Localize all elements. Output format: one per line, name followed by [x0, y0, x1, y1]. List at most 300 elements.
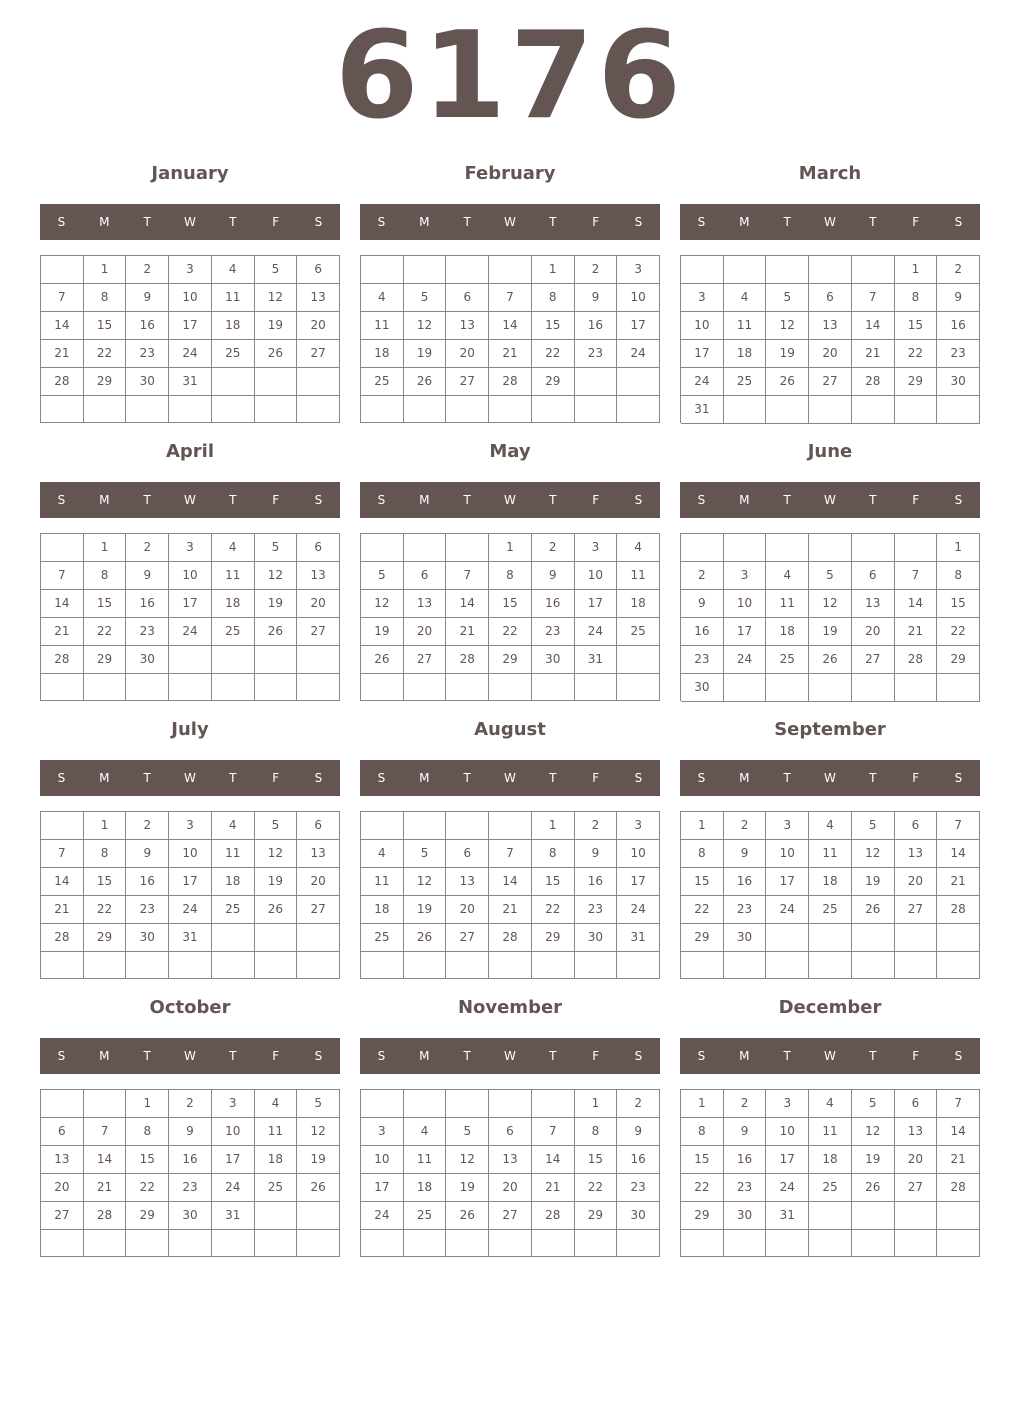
day-cell: 16: [126, 868, 169, 896]
month-title: January: [151, 163, 229, 184]
day-cell: 6: [297, 812, 340, 840]
weekday-label: T: [463, 1049, 471, 1063]
empty-day-cell: [446, 534, 489, 562]
empty-day-cell: [937, 1230, 980, 1257]
weekday-header: [360, 1038, 660, 1074]
weekday-label: W: [824, 493, 836, 507]
day-cell: 25: [212, 340, 255, 368]
day-cell: 15: [681, 1146, 724, 1174]
day-cell: 5: [852, 1090, 895, 1118]
day-cell: 8: [681, 1118, 724, 1146]
empty-day-cell: [489, 256, 532, 284]
day-cell: 3: [766, 1090, 809, 1118]
weekday-header: [360, 482, 660, 518]
weekday-label: W: [824, 1049, 836, 1063]
day-cell: 24: [361, 1202, 404, 1230]
weekday-label: W: [824, 771, 836, 785]
day-cell: 5: [297, 1090, 340, 1118]
weekday-header: [680, 204, 980, 240]
weekday-label: T: [783, 493, 791, 507]
day-cell: 12: [404, 312, 447, 340]
day-cell: 29: [895, 368, 938, 396]
empty-day-cell: [361, 952, 404, 979]
empty-day-cell: [41, 674, 84, 701]
day-cell: 15: [532, 312, 575, 340]
day-cell: 2: [169, 1090, 212, 1118]
weekday-label: M: [419, 493, 430, 507]
empty-day-cell: [681, 1230, 724, 1257]
weekday-label: F: [272, 493, 280, 507]
day-cell: 15: [937, 590, 980, 618]
day-cell: 27: [446, 924, 489, 952]
day-cell: 16: [169, 1146, 212, 1174]
weekday-label: W: [504, 1049, 516, 1063]
day-cell: 17: [766, 868, 809, 896]
day-cell: 8: [895, 284, 938, 312]
day-cell: 26: [255, 618, 298, 646]
day-cell: 28: [937, 1174, 980, 1202]
empty-day-cell: [212, 924, 255, 952]
day-cell: 27: [489, 1202, 532, 1230]
day-cell: 12: [766, 312, 809, 340]
day-cell: 7: [84, 1118, 127, 1146]
weekday-label: F: [272, 771, 280, 785]
day-cell: 9: [724, 840, 767, 868]
day-cell: 8: [532, 284, 575, 312]
weekday-header: [40, 1038, 340, 1074]
day-cell: 30: [681, 674, 724, 702]
empty-day-cell: [41, 396, 84, 423]
day-grid: [680, 533, 980, 701]
day-cell: 29: [126, 1202, 169, 1230]
empty-day-cell: [895, 674, 938, 702]
empty-day-cell: [41, 534, 84, 562]
day-cell: 16: [532, 590, 575, 618]
weekday-label: S: [697, 215, 706, 229]
day-cell: 11: [766, 590, 809, 618]
empty-day-cell: [489, 396, 532, 423]
day-cell: 28: [852, 368, 895, 396]
day-cell: 16: [617, 1146, 660, 1174]
day-cell: 18: [361, 340, 404, 368]
weekday-label: T: [869, 215, 877, 229]
day-cell: 11: [809, 1118, 852, 1146]
day-cell: 3: [169, 534, 212, 562]
empty-day-cell: [852, 924, 895, 952]
day-cell: 8: [489, 562, 532, 590]
day-cell: 1: [681, 1090, 724, 1118]
empty-day-cell: [766, 1230, 809, 1257]
day-cell: 30: [724, 924, 767, 952]
weekday-label: S: [697, 771, 706, 785]
day-cell: 1: [126, 1090, 169, 1118]
month-title: April: [165, 441, 215, 462]
day-cell: 9: [937, 284, 980, 312]
day-cell: 21: [532, 1174, 575, 1202]
day-cell: 24: [169, 340, 212, 368]
day-cell: 21: [41, 340, 84, 368]
day-cell: 1: [937, 534, 980, 562]
day-cell: 10: [766, 840, 809, 868]
day-cell: 28: [937, 896, 980, 924]
day-cell: 18: [404, 1174, 447, 1202]
day-cell: 2: [575, 256, 618, 284]
empty-day-cell: [404, 674, 447, 701]
weekday-label: T: [783, 215, 791, 229]
day-cell: 31: [212, 1202, 255, 1230]
day-cell: 24: [766, 1174, 809, 1202]
empty-day-cell: [766, 396, 809, 424]
day-cell: 23: [937, 340, 980, 368]
day-cell: 31: [169, 368, 212, 396]
day-cell: 9: [126, 284, 169, 312]
day-cell: 14: [41, 312, 84, 340]
day-cell: 14: [446, 590, 489, 618]
day-cell: 18: [255, 1146, 298, 1174]
empty-day-cell: [766, 924, 809, 952]
weekday-label: F: [272, 1049, 280, 1063]
empty-day-cell: [169, 952, 212, 979]
day-cell: 13: [404, 590, 447, 618]
day-cell: 11: [255, 1118, 298, 1146]
day-cell: 17: [575, 590, 618, 618]
empty-day-cell: [212, 1230, 255, 1257]
empty-day-cell: [297, 924, 340, 952]
day-cell: 7: [937, 1090, 980, 1118]
empty-day-cell: [446, 256, 489, 284]
day-cell: 13: [852, 590, 895, 618]
day-cell: 4: [361, 284, 404, 312]
day-cell: 29: [575, 1202, 618, 1230]
empty-day-cell: [809, 256, 852, 284]
day-cell: 16: [724, 1146, 767, 1174]
day-cell: 16: [575, 312, 618, 340]
day-cell: 25: [724, 368, 767, 396]
weekday-label: T: [549, 493, 557, 507]
day-cell: 10: [681, 312, 724, 340]
empty-day-cell: [895, 1230, 938, 1257]
weekday-label: S: [57, 771, 66, 785]
empty-day-cell: [361, 674, 404, 701]
day-cell: 30: [169, 1202, 212, 1230]
day-cell: 23: [724, 1174, 767, 1202]
weekday-label: T: [869, 771, 877, 785]
empty-day-cell: [532, 1230, 575, 1257]
day-cell: 9: [532, 562, 575, 590]
day-grid: [360, 811, 660, 979]
empty-day-cell: [297, 368, 340, 396]
day-cell: 30: [126, 924, 169, 952]
empty-day-cell: [446, 396, 489, 423]
weekday-label: T: [463, 493, 471, 507]
weekday-label: S: [634, 1049, 643, 1063]
day-grid: [40, 255, 340, 423]
day-cell: 23: [126, 618, 169, 646]
day-cell: 3: [169, 812, 212, 840]
weekday-label: T: [229, 1049, 237, 1063]
day-cell: 3: [212, 1090, 255, 1118]
weekday-label: W: [504, 771, 516, 785]
day-cell: 10: [169, 562, 212, 590]
day-cell: 28: [41, 368, 84, 396]
day-cell: 9: [724, 1118, 767, 1146]
empty-day-cell: [212, 396, 255, 423]
empty-day-cell: [937, 924, 980, 952]
empty-day-cell: [84, 1090, 127, 1118]
empty-day-cell: [404, 534, 447, 562]
day-cell: 10: [169, 284, 212, 312]
weekday-label: S: [377, 215, 386, 229]
day-cell: 13: [895, 840, 938, 868]
weekday-label: W: [184, 1049, 196, 1063]
day-cell: 20: [297, 312, 340, 340]
weekday-header: [40, 482, 340, 518]
empty-day-cell: [617, 396, 660, 423]
empty-day-cell: [255, 674, 298, 701]
empty-day-cell: [489, 812, 532, 840]
weekday-label: F: [272, 215, 280, 229]
day-cell: 29: [489, 646, 532, 674]
day-cell: 30: [126, 368, 169, 396]
day-cell: 6: [852, 562, 895, 590]
day-cell: 22: [84, 618, 127, 646]
empty-day-cell: [404, 952, 447, 979]
day-cell: 26: [404, 368, 447, 396]
day-cell: 21: [489, 896, 532, 924]
day-cell: 18: [617, 590, 660, 618]
day-cell: 1: [575, 1090, 618, 1118]
empty-day-cell: [169, 396, 212, 423]
day-cell: 27: [809, 368, 852, 396]
empty-day-cell: [724, 952, 767, 979]
day-cell: 21: [446, 618, 489, 646]
day-cell: 7: [852, 284, 895, 312]
empty-day-cell: [489, 674, 532, 701]
empty-day-cell: [255, 1230, 298, 1257]
weekday-label: W: [824, 215, 836, 229]
day-cell: 22: [895, 340, 938, 368]
empty-day-cell: [937, 396, 980, 424]
day-cell: 10: [724, 590, 767, 618]
empty-day-cell: [809, 674, 852, 702]
empty-day-cell: [361, 812, 404, 840]
day-cell: 22: [532, 896, 575, 924]
weekday-label: S: [954, 771, 963, 785]
day-cell: 21: [937, 868, 980, 896]
day-cell: 20: [404, 618, 447, 646]
day-cell: 24: [575, 618, 618, 646]
day-cell: 15: [84, 868, 127, 896]
weekday-label: W: [504, 493, 516, 507]
day-cell: 14: [937, 1118, 980, 1146]
day-cell: 22: [126, 1174, 169, 1202]
day-cell: 27: [895, 896, 938, 924]
empty-day-cell: [681, 534, 724, 562]
day-cell: 19: [446, 1174, 489, 1202]
empty-day-cell: [41, 1090, 84, 1118]
weekday-label: M: [739, 771, 750, 785]
empty-day-cell: [84, 674, 127, 701]
day-cell: 25: [361, 368, 404, 396]
empty-day-cell: [255, 952, 298, 979]
day-cell: 2: [575, 812, 618, 840]
day-cell: 17: [681, 340, 724, 368]
day-cell: 31: [617, 924, 660, 952]
day-cell: 21: [852, 340, 895, 368]
empty-day-cell: [489, 1230, 532, 1257]
day-cell: 1: [532, 256, 575, 284]
day-cell: 1: [532, 812, 575, 840]
day-cell: 18: [809, 1146, 852, 1174]
weekday-label: S: [954, 493, 963, 507]
day-cell: 9: [681, 590, 724, 618]
day-cell: 22: [575, 1174, 618, 1202]
day-cell: 15: [489, 590, 532, 618]
weekday-label: T: [869, 493, 877, 507]
month-title: December: [778, 997, 882, 1018]
day-cell: 26: [852, 1174, 895, 1202]
day-cell: 30: [617, 1202, 660, 1230]
empty-day-cell: [255, 1202, 298, 1230]
day-cell: 25: [809, 1174, 852, 1202]
empty-day-cell: [404, 1090, 447, 1118]
day-cell: 12: [809, 590, 852, 618]
day-grid: [40, 533, 340, 701]
empty-day-cell: [766, 256, 809, 284]
day-cell: 28: [489, 924, 532, 952]
empty-day-cell: [169, 646, 212, 674]
day-cell: 5: [255, 256, 298, 284]
day-cell: 12: [255, 840, 298, 868]
empty-day-cell: [532, 674, 575, 701]
day-cell: 10: [617, 284, 660, 312]
empty-day-cell: [404, 396, 447, 423]
day-cell: 7: [41, 284, 84, 312]
day-cell: 15: [126, 1146, 169, 1174]
weekday-label: M: [739, 1049, 750, 1063]
weekday-label: W: [504, 215, 516, 229]
day-cell: 8: [575, 1118, 618, 1146]
empty-day-cell: [724, 534, 767, 562]
weekday-label: S: [697, 1049, 706, 1063]
day-cell: 18: [361, 896, 404, 924]
empty-day-cell: [446, 1230, 489, 1257]
day-cell: 27: [895, 1174, 938, 1202]
day-cell: 19: [404, 896, 447, 924]
day-cell: 7: [895, 562, 938, 590]
day-cell: 16: [724, 868, 767, 896]
empty-day-cell: [809, 396, 852, 424]
empty-day-cell: [169, 1230, 212, 1257]
day-cell: 9: [617, 1118, 660, 1146]
day-grid: [360, 1089, 660, 1257]
day-cell: 19: [255, 868, 298, 896]
weekday-label: S: [57, 215, 66, 229]
day-cell: 18: [766, 618, 809, 646]
day-cell: 22: [937, 618, 980, 646]
weekday-header: [40, 760, 340, 796]
day-cell: 3: [169, 256, 212, 284]
month-title: June: [807, 441, 853, 462]
day-cell: 5: [766, 284, 809, 312]
day-cell: 25: [212, 618, 255, 646]
day-cell: 31: [575, 646, 618, 674]
day-cell: 30: [575, 924, 618, 952]
empty-day-cell: [255, 368, 298, 396]
day-cell: 21: [84, 1174, 127, 1202]
weekday-label: W: [184, 493, 196, 507]
weekday-label: T: [143, 771, 151, 785]
weekday-label: S: [314, 215, 323, 229]
day-cell: 15: [895, 312, 938, 340]
day-cell: 7: [489, 840, 532, 868]
day-cell: 12: [404, 868, 447, 896]
day-cell: 31: [681, 396, 724, 424]
day-cell: 17: [361, 1174, 404, 1202]
day-cell: 31: [766, 1202, 809, 1230]
empty-day-cell: [404, 256, 447, 284]
weekday-label: M: [99, 771, 110, 785]
day-cell: 27: [297, 896, 340, 924]
empty-day-cell: [809, 952, 852, 979]
empty-day-cell: [361, 396, 404, 423]
day-cell: 29: [84, 924, 127, 952]
empty-day-cell: [297, 646, 340, 674]
day-cell: 28: [532, 1202, 575, 1230]
day-cell: 2: [126, 812, 169, 840]
empty-day-cell: [937, 1202, 980, 1230]
weekday-label: M: [739, 215, 750, 229]
day-cell: 5: [361, 562, 404, 590]
day-cell: 21: [895, 618, 938, 646]
weekday-label: T: [143, 493, 151, 507]
day-cell: 15: [575, 1146, 618, 1174]
day-cell: 24: [169, 896, 212, 924]
day-cell: 22: [84, 340, 127, 368]
weekday-label: F: [912, 493, 920, 507]
day-cell: 8: [681, 840, 724, 868]
day-cell: 21: [937, 1146, 980, 1174]
day-cell: 19: [361, 618, 404, 646]
day-cell: 12: [297, 1118, 340, 1146]
weekday-label: T: [463, 215, 471, 229]
day-cell: 3: [766, 812, 809, 840]
day-cell: 22: [84, 896, 127, 924]
day-cell: 22: [681, 1174, 724, 1202]
empty-day-cell: [575, 1230, 618, 1257]
empty-day-cell: [575, 368, 618, 396]
day-cell: 23: [575, 340, 618, 368]
day-cell: 29: [681, 1202, 724, 1230]
weekday-label: F: [592, 493, 600, 507]
empty-day-cell: [809, 1230, 852, 1257]
day-cell: 3: [617, 812, 660, 840]
month-title: September: [774, 719, 886, 740]
day-cell: 12: [361, 590, 404, 618]
day-cell: 7: [41, 840, 84, 868]
day-cell: 13: [297, 284, 340, 312]
day-cell: 11: [404, 1146, 447, 1174]
day-cell: 3: [681, 284, 724, 312]
day-cell: 28: [41, 924, 84, 952]
day-cell: 11: [361, 312, 404, 340]
day-cell: 10: [169, 840, 212, 868]
year-title: 6176: [335, 7, 685, 146]
weekday-label: S: [377, 771, 386, 785]
day-cell: 17: [766, 1146, 809, 1174]
empty-day-cell: [852, 674, 895, 702]
day-cell: 10: [575, 562, 618, 590]
